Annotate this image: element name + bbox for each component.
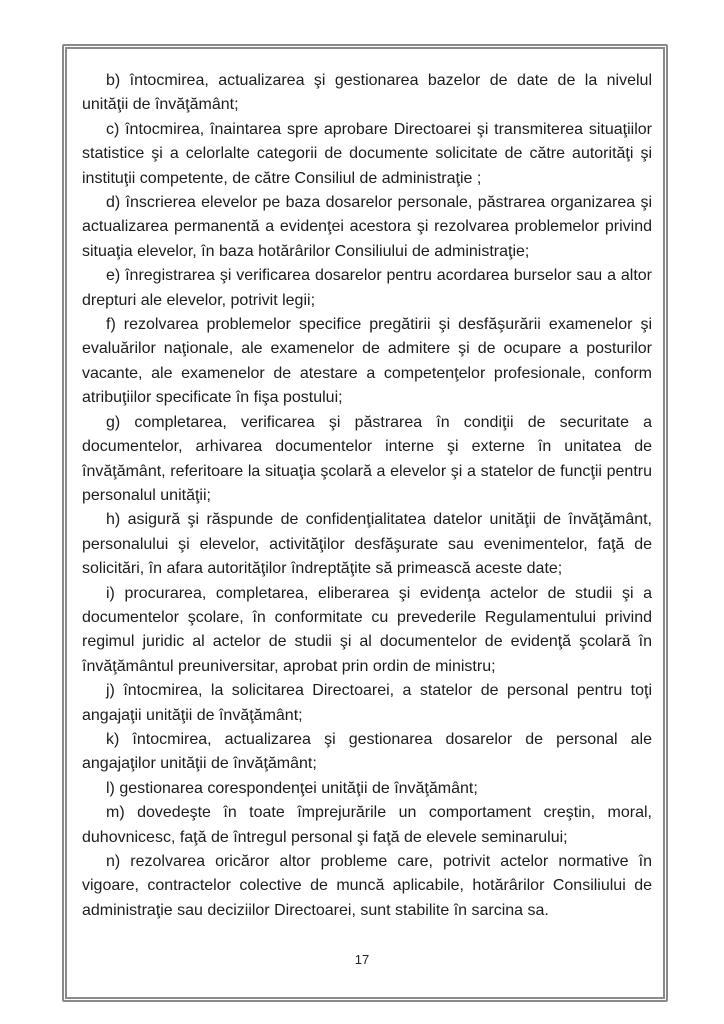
paragraph-d: d) înscrierea elevelor pe baza dosarelor personale, păstrarea organizarea şi actualizarea permanentă a evidenţei acestora şi rezolvarea problemelor privind situaţia elevelor, în baza hotărârilor Consiliului de administraţie;: [82, 194, 652, 260]
paragraph-l: l) gestionarea corespondenţei unităţii de învăţământ;: [106, 779, 478, 797]
document-body: [82, 69, 652, 923]
paragraph-n: n) rezolvarea oricăror altor probleme care, potrivit actelor normative în vigoare, contractelor colective de muncă aplicabile, hotărârilor Consiliului de administraţie sau deciziilor Directoarei, sunt stabilite în sarcina sa.: [82, 853, 652, 919]
paragraph-k: k) întocmirea, actualizarea şi gestionarea dosarelor de personal ale angajaţilor unităţii de învăţământ;: [82, 730, 652, 773]
paragraph-h: h) asigură şi răspunde de confidenţialitatea datelor unităţii de învăţământ, personalului şi elevelor, activităţilor desfăşurate sau evenimentelor, faţă de solicitări, în afara autorităţilor îndreptăţite să primească aceste date;: [82, 511, 652, 578]
paragraph-c: c) întocmirea, înaintarea spre aprobare Directoarei şi transmiterea situaţiilor statistice şi a celorlalte categorii de documente solicitate de către autorităţi şi instituţii competente, de către Consiliul de administraţie ;: [82, 120, 652, 187]
paragraph-b: b) întocmirea, actualizarea şi gestionarea bazelor de date de la nivelul unităţii de învăţământ;: [82, 72, 652, 114]
paragraph-e: e) înregistrarea şi verificarea dosarelor pentru acordarea burselor sau a altor drepturi ale elevelor, potrivit legii;: [82, 267, 652, 309]
paragraph-f: f) rezolvarea problemelor specifice pregătirii şi desfăşurării examenelor şi evaluărilor naţionale, ale examenelor de admitere şi de ocupare a posturilor vacante, ale examenelor de atestare a competenţelor profesionale, conform atribuţiilor specificate în fişa postului;: [82, 316, 652, 407]
paragraph-g: g) completarea, verificarea şi păstrarea în condiţii de securitate a documentelor, arhivarea documentelor interne şi externe în unitatea de învăţământ, referitoare la situaţia şcolară a elevelor şi a statelor de funcţii pentru personalul unităţii;: [82, 413, 652, 504]
paragraph-m: m) dovedeşte în toate împrejurările un comportament creştin, moral, duhovnicesc, faţă de întregul personal şi faţă de elevele seminarului;: [82, 804, 652, 846]
page-number: 17: [354, 952, 370, 967]
paragraph-i: i) procurarea, completarea, eliberarea şi evidenţa actelor de studii şi a documentelor şcolare, în conformitate cu prevederile Regulamentului privind regimul juridic al actelor de studii şi al documentelor de evidenţă şcolară în învăţământul preuniversitar, aprobat prin ordin de ministru;: [82, 584, 652, 675]
paragraph-j: j) întocmirea, la solicitarea Directoarei, a statelor de personal pentru toţi angajaţii unităţii de învăţământ;: [82, 682, 652, 724]
